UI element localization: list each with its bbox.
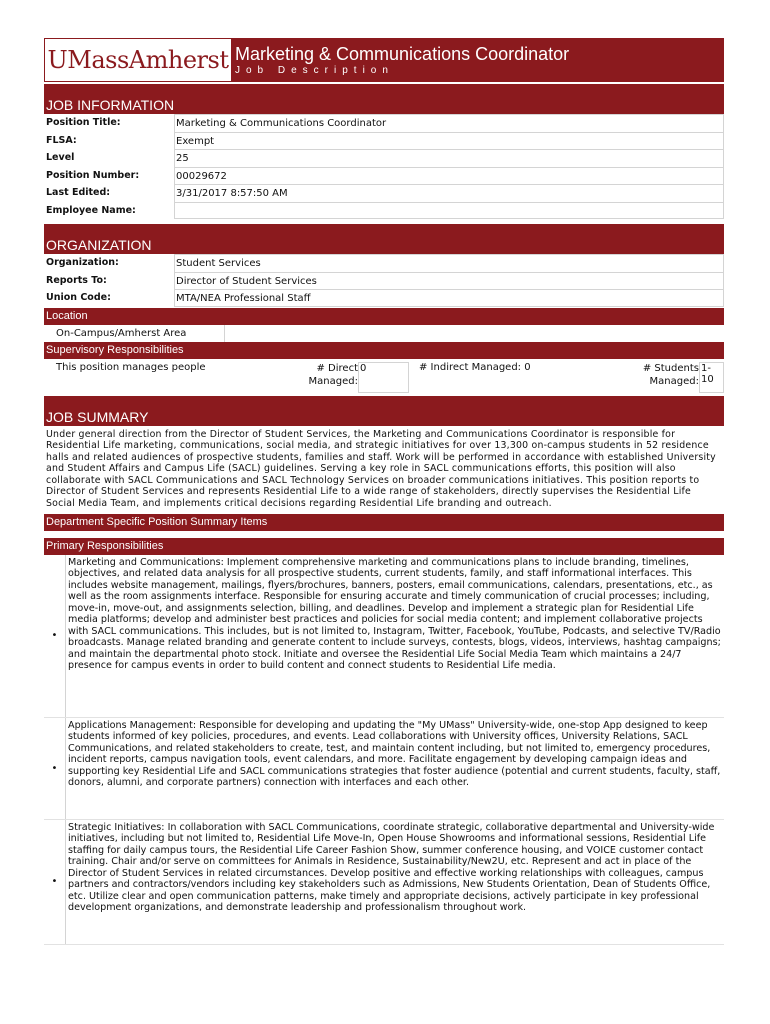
bullet: • [44,820,66,944]
field-label: FLSA: [46,134,77,146]
job-information-heading: JOB INFORMATION [44,84,724,114]
supervisory-row [44,362,724,393]
job-summary-heading: JOB SUMMARY [44,396,724,426]
responsibilities-list [44,555,724,945]
kv-row [44,202,724,220]
field-label: Position Title: [46,117,121,128]
kv-row [44,289,724,307]
field-value: Marketing & Communications Coordinator [174,114,724,132]
responsibility-text: Strategic Initiatives: In collaboration with SACL Communications, coordinate strategic, collaborative departmental and University-wide initiatives, including but not limited to, Residential Life Move-In, Open House Showrooms and informational sessions, Residential Life staffing for daily campus tours, the Residential Life Career Fashion Show, summer conference housing, and VOICE customer contact training. Chair and/or serve on committees for Animals in Residence, Sustainability/New2U, etc. Represent and act in place of the Director of Student Services in related circumstances. Develop positive and effective working relationships with colleagues, campus partners and contractors/vendors including key stakeholders such as Admissions, New Students Orientation, Dean of Students Office, etc. Utilize clear and open communication patterns, make timely and appropriate decisions, actively participate in key professional development organizations, and demonstrate leadership and professionalism throughout work. [68,821,715,913]
indirect-managed-label [409,362,549,393]
indirect-managed-label-text: # Indirect Managed: [419,361,522,373]
responsibility-text: Marketing and Communications: Implement comprehensive marketing and communications plans to include branding, timelines, objectives, and related data analysis for all prospective students, current students, family, and staff informational interfaces. This includes website management, mailings, flyers/brochures, banners, posters, email communications, calendars, presentations, etc., as well as the room assignments interface. Responsible for ensuring accurate and timely communication of crucial processes; including, move-in, move-out, and assignments selection, billing, and deadlines. Develop and implement a strategic plan for Residential Life media platforms; develop and administer best practices and policies for social media content; and implement collaborative projects with SACL communications. This includes, but is not limited to, Instagram, Twitter, Facebook, YouTube, Podcasts, and selective TV/Radio broadcasts. Manage related branding and generate content to include surveys, contests, blogs, videos, interviews, hashtag campaigns; and maintain the departmental photo stock. Initiate and oversee the Residential Life Social Media Team which maintains a 24/7 presence for campus events in order to build content and connect students to Residential Life media. [68,556,721,671]
supervisory-heading: Supervisory Responsibilities [44,342,724,359]
field-value: Director of Student Services [174,272,724,290]
bullet: • [44,555,66,717]
list-item [44,555,724,718]
organization-table [44,254,724,307]
field-label: Last Edited: [46,187,111,198]
location-heading: Location [44,308,724,325]
direct-managed-value: 0 [358,362,409,393]
document-header [44,38,724,82]
employee-name-value [174,202,724,220]
field-label: Level [46,152,75,163]
bullet: • [44,718,66,819]
organization-heading: ORGANIZATION [44,224,724,254]
list-item [44,718,724,820]
field-label: Union Code: [46,292,111,303]
manages-people-text: This position manages people [56,361,206,373]
field-value: MTA/NEA Professional Staff [174,289,724,307]
students-managed-label: # Students Managed: [642,362,699,387]
kv-row [44,254,724,272]
field-label: Organization: [46,257,119,268]
kv-row [44,132,724,150]
job-information-table [44,114,724,219]
job-summary-text: Under general direction from the Director of Student Services, the Marketing and Communications Coordinator is responsible for Residential Life marketing, communications, social media, and strategic initiatives for over 13,300 on-campus students in 52 residence halls and related audiences of prospective students, families and staff. Work will be performed in accordance with established University and Student Affairs and Campus Life (SACL) guidelines. Serving a key role in SACL communications efforts, this position will also collaborate with SACL Communications and SACL Technology Services on broader communications initiatives. This position reports to Director of Student Services and represents Residential Life to a wide range of stakeholders, directly supervises the Residential Life Social Media Team, and implements critical decisions regarding Residential Life branding and outreach. [46,428,716,510]
students-managed-value: 1-10 [699,362,724,393]
title-block [231,39,723,81]
field-value: 25 [174,149,724,167]
kv-row [44,272,724,290]
field-value: 3/31/2017 8:57:50 AM [174,184,724,202]
document-subtitle: Job Description [235,65,394,76]
list-item [44,820,724,945]
kv-row [44,114,724,132]
direct-managed-label: # Direct Managed: [308,362,358,387]
field-value: Exempt [174,132,724,150]
spacer [549,362,641,393]
field-value: 00029672 [174,167,724,185]
document-title: Marketing & Communications Coordinator [235,44,570,64]
umass-amherst-logo: UMassAmherst [45,39,231,81]
field-label: Reports To: [46,274,107,286]
location-value: On-Campus/Amherst Area [44,325,225,342]
job-description-document [44,38,724,945]
field-value: Student Services [174,254,724,272]
location-row [44,325,724,342]
primary-responsibilities-heading: Primary Responsibilities [44,538,724,555]
field-label: Employee Name: [46,204,136,216]
department-specific-heading: Department Specific Position Summary Items [44,514,724,531]
field-label: Position Number: [46,169,140,181]
responsibility-text: Applications Management: Responsible for developing and updating the "My UMass" University-wide, one-stop App designed to keep students informed of key policies, procedures, and events. Lead collaborations with University offices, University Relations, SACL Communications, and related stakeholders to create, test, and maintain content including, but not limited to, emergency procedures, incident reports, campus navigation tools, event calendars, and more. Facilitate engagement by developing campaign ideas and supporting key Residential Life and SACL communications strategies that foster audience (potential and current students, faculty, staff, donors, alumni, and corporate partners) connection with interfaces and each other. [68,719,721,788]
kv-row [44,184,724,202]
kv-row [44,149,724,167]
spacer [44,531,724,538]
kv-row [44,167,724,185]
indirect-managed-value: 0 [524,361,531,373]
